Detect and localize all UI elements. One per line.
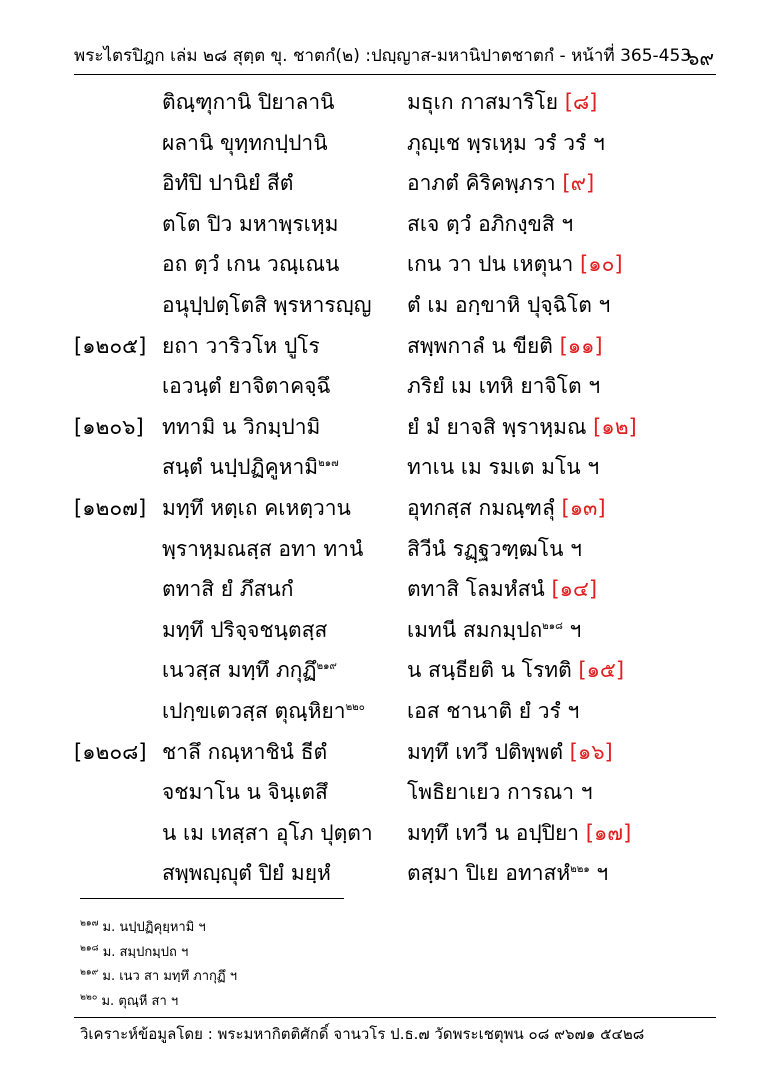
verse-line <box>74 736 714 776</box>
verse-right-half <box>407 776 593 809</box>
verse-right-text: เมทนี สมกมฺปถ <box>407 617 543 642</box>
footer-divider <box>74 1017 716 1018</box>
verse-line <box>74 817 714 857</box>
verse-line <box>74 776 714 816</box>
verse-right-half <box>407 695 579 728</box>
verse-left-text: เปกฺขเตวสฺส ตุณฺหิยา <box>162 699 346 723</box>
footnote-text: ม. นปฺปฏิคุยฺหามิ ฯ <box>98 920 206 935</box>
verse-left-text: สพฺพญฺญุตํ ปิยํ มยฺหํ <box>162 861 331 886</box>
verse-right-half <box>407 86 597 119</box>
verse-right-text: อาภตํ คิริคพฺภรา <box>407 171 556 196</box>
verse-right-text: ยํ มํ ยาจสิ พฺราหฺมณ <box>407 414 587 439</box>
page-number: ๖๙ <box>686 46 714 70</box>
verse-end-mark: ฯ <box>580 455 600 480</box>
verse-marker: [๑๔] <box>551 577 598 602</box>
footnote-item <box>80 916 206 937</box>
verse-left-text: เนวสฺส มทฺทึ ภกุฏึ <box>162 658 317 683</box>
footnote-divider <box>80 898 344 899</box>
verse-line <box>74 614 714 654</box>
verse-line <box>74 86 714 126</box>
verse-line <box>74 208 714 248</box>
verse-line <box>74 411 714 451</box>
footnote-ref: ๒๑๗ <box>318 458 339 470</box>
verse-right-text: สพฺพกาลํ น ขียติ <box>407 333 553 358</box>
verse-left-half <box>162 289 372 322</box>
verse-left-text: จชมาโน น จินฺเตสึ <box>162 780 328 805</box>
footnote-number: ๒๑๘ <box>80 943 99 954</box>
verse-left-text: มทฺทึ หตฺเถ คเหตฺวาน <box>162 496 351 520</box>
verse-right-half <box>407 248 623 281</box>
verse-left-half <box>162 492 351 525</box>
verse-left-half <box>162 533 363 566</box>
verse-right-text: เกน วา ปน เหตุนา <box>407 252 574 277</box>
verse-line <box>74 167 714 207</box>
verse-number: [๑๒๐๘] <box>74 739 147 764</box>
verse-line <box>74 370 714 410</box>
verse-right-half <box>407 817 631 850</box>
verse-right-half <box>407 208 573 241</box>
verse-left-half <box>162 208 339 241</box>
verse-left-text: ชาลึ กณฺหาชินํ ธีตํ <box>162 739 328 764</box>
verse-marker: [๑๕] <box>578 658 625 683</box>
verse-right-text: ตทาสิ โลมหํสนํ <box>407 577 545 602</box>
header-title: พระไตรปิฎก เล่ม ๒๘ สุตฺต ขุ. ชาตกํ(๒) :ปญฺญาส-มหานิปาตชาตกํ - หน้าที่ 365-453 <box>74 46 692 66</box>
verse-right-text: ภริยํ เม เทหิ ยาจิโต <box>407 374 582 399</box>
verse-left-half <box>162 167 293 200</box>
footnote-item <box>80 941 188 962</box>
verse-right-text: สเจ ตฺวํ อภิกงฺขสิ <box>407 211 555 236</box>
verse-left-half <box>162 695 365 728</box>
footnote-ref: ๒๒๑ <box>570 864 590 876</box>
footnote-ref: ๒๑๙ <box>316 661 337 673</box>
verse-marker: [๑๖] <box>569 739 613 764</box>
verse-right-half <box>407 289 610 322</box>
footnote-item <box>80 990 178 1011</box>
verse-right-text: มทฺทึ เทวึ ปติพฺพตํ <box>407 739 563 764</box>
verse-line <box>74 127 714 167</box>
footnote-text: ม. ตุณฺหี สา ฯ <box>97 993 179 1009</box>
verse-marker: [๘] <box>564 90 598 114</box>
verse-left-text: มทฺทึ ปริจฺจชนฺตสฺส <box>162 617 328 642</box>
verse-left-text: อนุปฺปตฺโตสิ พฺรหารญฺญ <box>162 293 372 317</box>
verse-end-mark: ฯ <box>581 374 601 399</box>
page-footer: วิเคราะห์ข้อมูลโดย : พระมหากิตติศักดิ์ จานวโร ป.ธ.๗ วัดพระเชตุพน ๐๘ ๙๖๗๑ ๕๔๒๘ <box>80 1025 645 1043</box>
footnote-number: ๒๑๙ <box>80 967 99 978</box>
verse-line <box>74 654 714 694</box>
verse-right-text: อุทกสฺส กมณฺฑลุํ <box>407 496 555 520</box>
verse-right-half <box>407 857 608 890</box>
verse-line <box>74 857 714 897</box>
verse-left-half <box>162 776 328 809</box>
verse-line <box>74 289 714 329</box>
verse-marker: [๑๓] <box>561 496 606 520</box>
verse-end-mark: ฯ <box>554 211 574 236</box>
footnote-number: ๒๑๗ <box>80 918 99 929</box>
verse-left-half <box>162 451 339 484</box>
verse-end-mark: ฯ <box>563 536 582 561</box>
verse-right-half <box>407 533 582 566</box>
verse-right-half <box>407 411 637 444</box>
verse-end-mark: ฯ <box>574 780 593 805</box>
verse-right-text: มธุเก กาสมาริโย <box>407 90 559 114</box>
verse-right-half <box>407 573 597 606</box>
verse-left-half <box>162 248 339 281</box>
footnote-text: ม. เนว สา มทฺทึ ภากุฏึ ฯ <box>98 969 238 984</box>
footnote-item <box>80 965 237 986</box>
verse-end-mark: ฯ <box>562 617 582 642</box>
verse-right-text: ทาเน เม รมเต มโน <box>407 455 581 480</box>
verse-right-half <box>407 330 603 363</box>
verse-marker: [๑๒] <box>593 414 637 439</box>
footnote-ref: ๒๒๐ <box>345 702 365 713</box>
verse-right-half <box>407 451 599 484</box>
verse-left-text: น เม เทสฺสา อุโภ ปุตฺตา <box>162 820 373 845</box>
verse-number: [๑๒๐๖] <box>74 414 144 439</box>
verse-left-text: เอวนฺตํ ยาจิตาคจฺฉึ <box>162 374 331 399</box>
verse-marker: [๑๑] <box>559 333 603 358</box>
verse-right-text: เอส ชานาติ ยํ วรํ <box>407 699 561 723</box>
verse-left-text: ติณฺฑุกานิ ปิยาลานิ <box>162 90 335 114</box>
verse-right-text: โพธิยาเยว การณา <box>407 780 575 805</box>
verse-line <box>74 492 714 532</box>
header-divider <box>74 74 716 75</box>
verse-left-half <box>162 411 320 444</box>
verse-left-half <box>162 86 335 119</box>
verse-right-text: ภุญฺเช พฺรเหฺม วรํ วรํ <box>407 130 587 155</box>
verse-left-half <box>162 330 320 363</box>
verse-right-half <box>407 127 605 160</box>
verse-left-text: ผลานิ ขุทฺทกปฺปานิ <box>162 130 328 155</box>
verse-line <box>74 248 714 288</box>
verse-end-mark: ฯ <box>586 130 605 155</box>
verse-right-text: สิวีนํ รฏฺฐวฑฺฒโน <box>407 536 564 561</box>
verse-right-text: น สนฺธียติ น โรทติ <box>407 658 572 683</box>
verse-left-text: พฺราหฺมณสฺส อทา ทานํ <box>162 536 364 561</box>
verse-line <box>74 533 714 573</box>
verse-right-half <box>407 370 600 403</box>
verse-right-half <box>407 167 594 200</box>
verse-left-text: อถ ตฺวํ เกน วณฺเณน <box>162 252 340 277</box>
footnote-number: ๒๒๐ <box>80 992 98 1003</box>
verse-right-half <box>407 492 606 525</box>
verse-marker: [๙] <box>562 171 595 196</box>
verse-left-half <box>162 127 328 160</box>
footnote-ref: ๒๑๘ <box>542 620 563 632</box>
verse-left-text: ตทาสิ ยํ ภึสนกํ <box>162 577 294 602</box>
verse-right-half <box>407 614 581 647</box>
verse-marker: [๑๗] <box>585 820 632 845</box>
verse-number: [๑๒๐๗] <box>74 496 147 520</box>
verse-left-text: ยถา วาริวโห ปูโร <box>162 333 320 358</box>
verse-left-text: สนฺตํ นปฺปฏิคูหามิ <box>162 455 319 480</box>
verse-end-mark: ฯ <box>560 699 580 723</box>
verse-left-half <box>162 614 327 647</box>
verse-end-mark: ฯ <box>591 293 611 317</box>
verse-left-half <box>162 573 293 606</box>
verse-right-half <box>407 736 613 769</box>
verse-right-text: ตํ เม อกฺขาหิ ปุจฺฉิโต <box>407 293 592 317</box>
footnote-text: ม. สมฺปกมฺปถ ฯ <box>98 944 189 960</box>
verse-left-half <box>162 654 337 687</box>
verse-number: [๑๒๐๕] <box>74 333 147 358</box>
verse-line <box>74 451 714 491</box>
verse-end-mark: ฯ <box>589 861 609 886</box>
verse-marker: [๑๐] <box>580 252 623 277</box>
verse-line <box>74 330 714 370</box>
verse-right-text: มทฺทึ เทวี น อปฺปิยา <box>407 820 580 845</box>
verse-left-half <box>162 857 331 890</box>
page-header <box>74 42 714 72</box>
verse-right-text: ตสฺมา ปิเย อทาสหํ <box>407 861 571 886</box>
verse-line <box>74 573 714 613</box>
verse-right-half <box>407 654 624 687</box>
verse-left-text: ตโต ปิว มหาพฺรเหฺม <box>162 211 339 236</box>
verse-left-text: ททามิ น วิกมฺปามิ <box>162 414 321 439</box>
verse-left-text: อิทํปิ ปานิยํ สีตํ <box>162 171 294 196</box>
verse-left-half <box>162 370 331 403</box>
verse-left-half <box>162 817 373 850</box>
verse-line <box>74 695 714 735</box>
verse-left-half <box>162 736 327 769</box>
